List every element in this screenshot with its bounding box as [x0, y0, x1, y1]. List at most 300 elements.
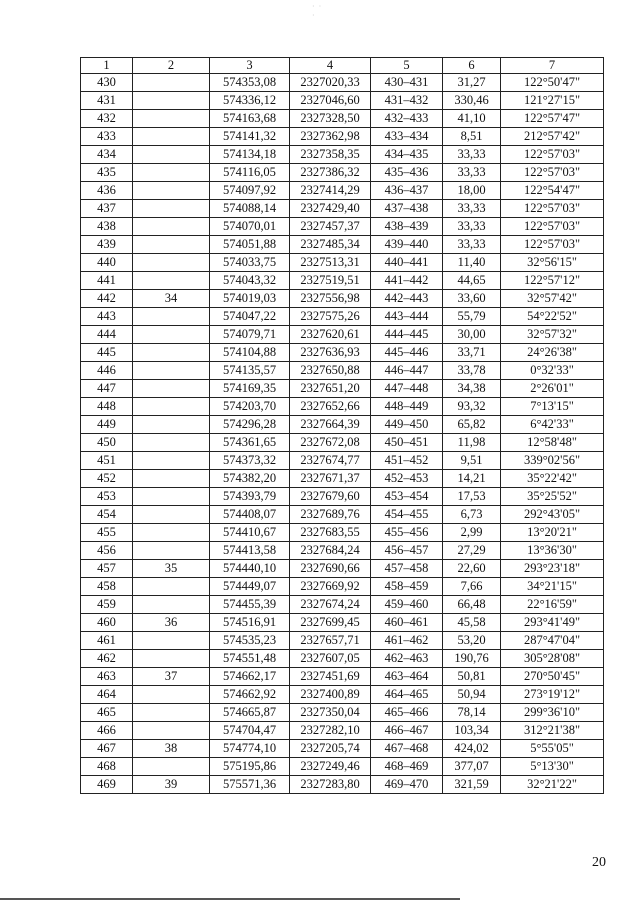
- table-cell: 321,59: [443, 776, 501, 794]
- table-cell: [133, 254, 210, 272]
- table-cell: 574163,68: [210, 110, 290, 128]
- table-cell: 122°57'47": [501, 110, 604, 128]
- table-cell: 2327636,93: [290, 344, 371, 362]
- table-row: [81, 614, 604, 632]
- table-cell: 34: [133, 290, 210, 308]
- table-cell: 2327205,74: [290, 740, 371, 758]
- table-cell: 22°16'59": [501, 596, 604, 614]
- table-cell: 38: [133, 740, 210, 758]
- table-cell: 2327689,76: [290, 506, 371, 524]
- table-row: [81, 92, 604, 110]
- table-cell: 574665,87: [210, 704, 290, 722]
- table-cell: [133, 92, 210, 110]
- table-cell: 12°58'48": [501, 434, 604, 452]
- table-cell: 287°47'04": [501, 632, 604, 650]
- table-row: [81, 380, 604, 398]
- table-row: [81, 596, 604, 614]
- table-cell: 35°22'42": [501, 470, 604, 488]
- table-cell: 122°54'47": [501, 182, 604, 200]
- table-cell: 464–465: [371, 686, 443, 704]
- table-cell: 2327519,51: [290, 272, 371, 290]
- table-cell: 312°21'38": [501, 722, 604, 740]
- column-header: 6: [443, 58, 501, 74]
- table-cell: 457: [81, 560, 133, 578]
- table-cell: 463: [81, 668, 133, 686]
- table-cell: [133, 236, 210, 254]
- table-cell: 440: [81, 254, 133, 272]
- table-cell: 459–460: [371, 596, 443, 614]
- table-cell: 574410,67: [210, 524, 290, 542]
- table-row: [81, 128, 604, 146]
- table-cell: 33,33: [443, 146, 501, 164]
- table-row: [81, 632, 604, 650]
- table-cell: 439–440: [371, 236, 443, 254]
- table-cell: 13°36'30": [501, 542, 604, 560]
- table-row: [81, 740, 604, 758]
- table-cell: 2327575,26: [290, 308, 371, 326]
- table-cell: 574104,88: [210, 344, 290, 362]
- table-cell: 446: [81, 362, 133, 380]
- table-cell: 55,79: [443, 308, 501, 326]
- table-cell: 11,40: [443, 254, 501, 272]
- table-cell: 18,00: [443, 182, 501, 200]
- table-cell: 574516,91: [210, 614, 290, 632]
- table-cell: 447: [81, 380, 133, 398]
- table-cell: 442: [81, 290, 133, 308]
- table-cell: [133, 128, 210, 146]
- table-cell: 2327607,05: [290, 650, 371, 668]
- table-row: [81, 470, 604, 488]
- table-cell: 33,33: [443, 200, 501, 218]
- table-cell: 2,99: [443, 524, 501, 542]
- table-cell: [133, 362, 210, 380]
- table-cell: 452: [81, 470, 133, 488]
- table-cell: [133, 182, 210, 200]
- table-row: [81, 578, 604, 596]
- table-cell: 2327650,88: [290, 362, 371, 380]
- table-cell: 468: [81, 758, 133, 776]
- table-cell: 2327657,71: [290, 632, 371, 650]
- table-cell: 2327457,37: [290, 218, 371, 236]
- table-cell: 574070,01: [210, 218, 290, 236]
- table-cell: 454–455: [371, 506, 443, 524]
- table-cell: 450: [81, 434, 133, 452]
- table-cell: 2327620,61: [290, 326, 371, 344]
- table-cell: 446–447: [371, 362, 443, 380]
- table-row: [81, 776, 604, 794]
- coordinates-table: [80, 57, 604, 794]
- table-cell: 122°57'03": [501, 218, 604, 236]
- table-cell: 36: [133, 614, 210, 632]
- table-cell: [133, 632, 210, 650]
- table-row: [81, 236, 604, 254]
- table-cell: [133, 74, 210, 92]
- table-row: [81, 668, 604, 686]
- table-cell: 430–431: [371, 74, 443, 92]
- table-cell: 460: [81, 614, 133, 632]
- table-cell: 2327684,24: [290, 542, 371, 560]
- table-cell: 22,60: [443, 560, 501, 578]
- table-cell: [133, 272, 210, 290]
- table-cell: 445: [81, 344, 133, 362]
- table-row: [81, 254, 604, 272]
- table-cell: 438–439: [371, 218, 443, 236]
- table-cell: 465–466: [371, 704, 443, 722]
- table-cell: 2327451,69: [290, 668, 371, 686]
- table-cell: 574116,05: [210, 164, 290, 182]
- table-cell: 439: [81, 236, 133, 254]
- table-cell: 27,29: [443, 542, 501, 560]
- table-cell: 432–433: [371, 110, 443, 128]
- table-row: [81, 200, 604, 218]
- table-cell: 574019,03: [210, 290, 290, 308]
- column-header: 5: [371, 58, 443, 74]
- column-header: 4: [290, 58, 371, 74]
- table-cell: [133, 416, 210, 434]
- table-cell: 7,66: [443, 578, 501, 596]
- table-row: [81, 344, 604, 362]
- table-cell: 574551,48: [210, 650, 290, 668]
- table-cell: 93,32: [443, 398, 501, 416]
- table-cell: 6,73: [443, 506, 501, 524]
- table-cell: 121°27'15": [501, 92, 604, 110]
- table-cell: 456: [81, 542, 133, 560]
- table-cell: 2327328,50: [290, 110, 371, 128]
- table-row: [81, 758, 604, 776]
- table-cell: 433–434: [371, 128, 443, 146]
- table-cell: 574449,07: [210, 578, 290, 596]
- table-cell: [133, 578, 210, 596]
- column-header: 3: [210, 58, 290, 74]
- table-row: [81, 326, 604, 344]
- table-row: [81, 362, 604, 380]
- table-cell: 2327679,60: [290, 488, 371, 506]
- table-cell: 451: [81, 452, 133, 470]
- table-cell: 35: [133, 560, 210, 578]
- table-cell: 305°28'08": [501, 650, 604, 668]
- table-row: [81, 452, 604, 470]
- table-cell: [133, 434, 210, 452]
- table-cell: 2327664,39: [290, 416, 371, 434]
- table-cell: 575195,86: [210, 758, 290, 776]
- table-cell: 574413,58: [210, 542, 290, 560]
- table-row: [81, 524, 604, 542]
- table-cell: 454: [81, 506, 133, 524]
- table-cell: 2327671,37: [290, 470, 371, 488]
- table-cell: 44,65: [443, 272, 501, 290]
- table-cell: 574704,47: [210, 722, 290, 740]
- table-cell: 2327674,24: [290, 596, 371, 614]
- table-cell: 432: [81, 110, 133, 128]
- table-cell: 450–451: [371, 434, 443, 452]
- table-cell: 33,33: [443, 164, 501, 182]
- table-cell: 190,76: [443, 650, 501, 668]
- table-row: [81, 506, 604, 524]
- table-cell: 440–441: [371, 254, 443, 272]
- table-cell: 438: [81, 218, 133, 236]
- table-cell: 2327046,60: [290, 92, 371, 110]
- table-row: [81, 146, 604, 164]
- table-cell: 453–454: [371, 488, 443, 506]
- table-cell: 458–459: [371, 578, 443, 596]
- table-cell: 435–436: [371, 164, 443, 182]
- table-cell: [133, 542, 210, 560]
- table-cell: 41,10: [443, 110, 501, 128]
- table-cell: [133, 506, 210, 524]
- table-cell: 455: [81, 524, 133, 542]
- table-cell: 2327429,40: [290, 200, 371, 218]
- table-cell: 453: [81, 488, 133, 506]
- table-cell: 11,98: [443, 434, 501, 452]
- table-cell: [133, 326, 210, 344]
- table-row: [81, 416, 604, 434]
- table-cell: 435: [81, 164, 133, 182]
- table-cell: 33,78: [443, 362, 501, 380]
- table-cell: 32°21'22": [501, 776, 604, 794]
- table-cell: 8,51: [443, 128, 501, 146]
- table-cell: 574033,75: [210, 254, 290, 272]
- column-header: 1: [81, 58, 133, 74]
- table-cell: [133, 218, 210, 236]
- table-cell: 441–442: [371, 272, 443, 290]
- table-cell: 434–435: [371, 146, 443, 164]
- table-body: [81, 74, 604, 794]
- table-row: [81, 290, 604, 308]
- table-cell: 2327674,77: [290, 452, 371, 470]
- table-cell: 443: [81, 308, 133, 326]
- table-cell: 2327485,34: [290, 236, 371, 254]
- table-cell: [133, 470, 210, 488]
- table-cell: 212°57'42": [501, 128, 604, 146]
- table-cell: 436: [81, 182, 133, 200]
- table-cell: [133, 686, 210, 704]
- table-cell: [133, 488, 210, 506]
- table-cell: 456–457: [371, 542, 443, 560]
- table-row: [81, 704, 604, 722]
- table-cell: 30,00: [443, 326, 501, 344]
- table-cell: 122°50'47": [501, 74, 604, 92]
- table-cell: 37: [133, 668, 210, 686]
- table-cell: 574203,70: [210, 398, 290, 416]
- table-cell: 122°57'03": [501, 200, 604, 218]
- table-cell: 462–463: [371, 650, 443, 668]
- table-cell: 447–448: [371, 380, 443, 398]
- table-cell: 293°41'49": [501, 614, 604, 632]
- table-cell: 103,34: [443, 722, 501, 740]
- table-cell: 468–469: [371, 758, 443, 776]
- table-cell: [133, 308, 210, 326]
- table-cell: 469–470: [371, 776, 443, 794]
- table-cell: 574336,12: [210, 92, 290, 110]
- table-cell: [133, 110, 210, 128]
- table-cell: 2327513,31: [290, 254, 371, 272]
- table-cell: 469: [81, 776, 133, 794]
- table-cell: 50,81: [443, 668, 501, 686]
- table-row: [81, 542, 604, 560]
- table-cell: 449: [81, 416, 133, 434]
- table-cell: 466–467: [371, 722, 443, 740]
- table-cell: 2327386,32: [290, 164, 371, 182]
- table-row: [81, 398, 604, 416]
- table-cell: 574051,88: [210, 236, 290, 254]
- table-cell: 458: [81, 578, 133, 596]
- table-cell: 5°13'30": [501, 758, 604, 776]
- table-cell: 2327651,20: [290, 380, 371, 398]
- table-row: [81, 650, 604, 668]
- table-cell: [133, 344, 210, 362]
- table-cell: 32°57'32": [501, 326, 604, 344]
- table-row: [81, 272, 604, 290]
- table-cell: 467: [81, 740, 133, 758]
- table-cell: 50,94: [443, 686, 501, 704]
- table-cell: 461: [81, 632, 133, 650]
- column-header: 2: [133, 58, 210, 74]
- table-cell: 574097,92: [210, 182, 290, 200]
- table-cell: [133, 452, 210, 470]
- footer-divider: [0, 898, 460, 900]
- table-cell: [133, 200, 210, 218]
- table-cell: 455–456: [371, 524, 443, 542]
- table-cell: 574169,35: [210, 380, 290, 398]
- table-cell: 574141,32: [210, 128, 290, 146]
- table-cell: 441: [81, 272, 133, 290]
- table-cell: 574662,17: [210, 668, 290, 686]
- table-row: [81, 74, 604, 92]
- table-cell: 466: [81, 722, 133, 740]
- table-cell: 5°55'05": [501, 740, 604, 758]
- table-cell: 430: [81, 74, 133, 92]
- table-cell: 78,14: [443, 704, 501, 722]
- table-cell: 292°43'05": [501, 506, 604, 524]
- table-cell: 2327556,98: [290, 290, 371, 308]
- table-cell: 2°26'01": [501, 380, 604, 398]
- table-cell: 45,58: [443, 614, 501, 632]
- table-cell: 443–444: [371, 308, 443, 326]
- table-cell: 448–449: [371, 398, 443, 416]
- table-cell: 574455,39: [210, 596, 290, 614]
- table-row: [81, 560, 604, 578]
- table-cell: 574079,71: [210, 326, 290, 344]
- table-cell: 574393,79: [210, 488, 290, 506]
- table-cell: 574134,18: [210, 146, 290, 164]
- table-cell: 2327282,10: [290, 722, 371, 740]
- table-cell: [133, 596, 210, 614]
- table-cell: 32°57'42": [501, 290, 604, 308]
- table-cell: 434: [81, 146, 133, 164]
- table-cell: 299°36'10": [501, 704, 604, 722]
- table-row: [81, 164, 604, 182]
- column-header: 7: [501, 58, 604, 74]
- table-cell: 2327020,33: [290, 74, 371, 92]
- table-cell: 33,33: [443, 218, 501, 236]
- table-row: [81, 434, 604, 452]
- table-cell: 39: [133, 776, 210, 794]
- table-cell: 293°23'18": [501, 560, 604, 578]
- table-cell: 444: [81, 326, 133, 344]
- table-cell: 574361,65: [210, 434, 290, 452]
- table-cell: 574353,08: [210, 74, 290, 92]
- table-row: [81, 722, 604, 740]
- table-cell: 2327249,46: [290, 758, 371, 776]
- table-cell: 122°57'12": [501, 272, 604, 290]
- table-cell: 7°13'15": [501, 398, 604, 416]
- table-cell: 436–437: [371, 182, 443, 200]
- table-row: [81, 488, 604, 506]
- table-cell: 54°22'52": [501, 308, 604, 326]
- table-cell: 33,33: [443, 236, 501, 254]
- table-cell: 452–453: [371, 470, 443, 488]
- table-cell: [133, 164, 210, 182]
- table-cell: 34,38: [443, 380, 501, 398]
- table-cell: 273°19'12": [501, 686, 604, 704]
- table-cell: 2327414,29: [290, 182, 371, 200]
- table-cell: 574043,32: [210, 272, 290, 290]
- table-cell: 457–458: [371, 560, 443, 578]
- table-cell: 459: [81, 596, 133, 614]
- table-cell: 0°32'33": [501, 362, 604, 380]
- table-cell: 574047,22: [210, 308, 290, 326]
- table-cell: 445–446: [371, 344, 443, 362]
- table-cell: 2327669,92: [290, 578, 371, 596]
- table-cell: 270°50'45": [501, 668, 604, 686]
- table-cell: 66,48: [443, 596, 501, 614]
- table-cell: 339°02'56": [501, 452, 604, 470]
- table-cell: 574088,14: [210, 200, 290, 218]
- table-row: [81, 218, 604, 236]
- table-cell: 2327283,80: [290, 776, 371, 794]
- page-number: 20: [592, 855, 606, 870]
- table-cell: 437: [81, 200, 133, 218]
- table-cell: 461–462: [371, 632, 443, 650]
- table-cell: 122°57'03": [501, 236, 604, 254]
- table-cell: [133, 704, 210, 722]
- table-cell: 449–450: [371, 416, 443, 434]
- table-row: [81, 308, 604, 326]
- table-cell: 35°25'52": [501, 488, 604, 506]
- table-cell: 2327362,98: [290, 128, 371, 146]
- table-cell: 330,46: [443, 92, 501, 110]
- table-cell: [133, 380, 210, 398]
- table-cell: 463–464: [371, 668, 443, 686]
- table-cell: 33,71: [443, 344, 501, 362]
- scan-mark: · · ·: [312, 2, 323, 20]
- table-cell: 9,51: [443, 452, 501, 470]
- table-cell: 17,53: [443, 488, 501, 506]
- table-cell: 574774,10: [210, 740, 290, 758]
- table-cell: 13°20'21": [501, 524, 604, 542]
- table-cell: 2327690,66: [290, 560, 371, 578]
- table-cell: 574440,10: [210, 560, 290, 578]
- table-cell: [133, 524, 210, 542]
- table-cell: [133, 146, 210, 164]
- table-cell: 451–452: [371, 452, 443, 470]
- table-cell: 431–432: [371, 92, 443, 110]
- table-cell: 122°57'03": [501, 164, 604, 182]
- table-cell: 431: [81, 92, 133, 110]
- table-cell: [133, 398, 210, 416]
- table-cell: 574662,92: [210, 686, 290, 704]
- table-cell: 2327652,66: [290, 398, 371, 416]
- table-cell: 460–461: [371, 614, 443, 632]
- table-cell: 32°56'15": [501, 254, 604, 272]
- table-cell: 6°42'33": [501, 416, 604, 434]
- table-cell: 467–468: [371, 740, 443, 758]
- table-cell: 2327358,35: [290, 146, 371, 164]
- table-cell: 65,82: [443, 416, 501, 434]
- table-header-row: [81, 58, 604, 74]
- table-cell: 14,21: [443, 470, 501, 488]
- table-cell: 377,07: [443, 758, 501, 776]
